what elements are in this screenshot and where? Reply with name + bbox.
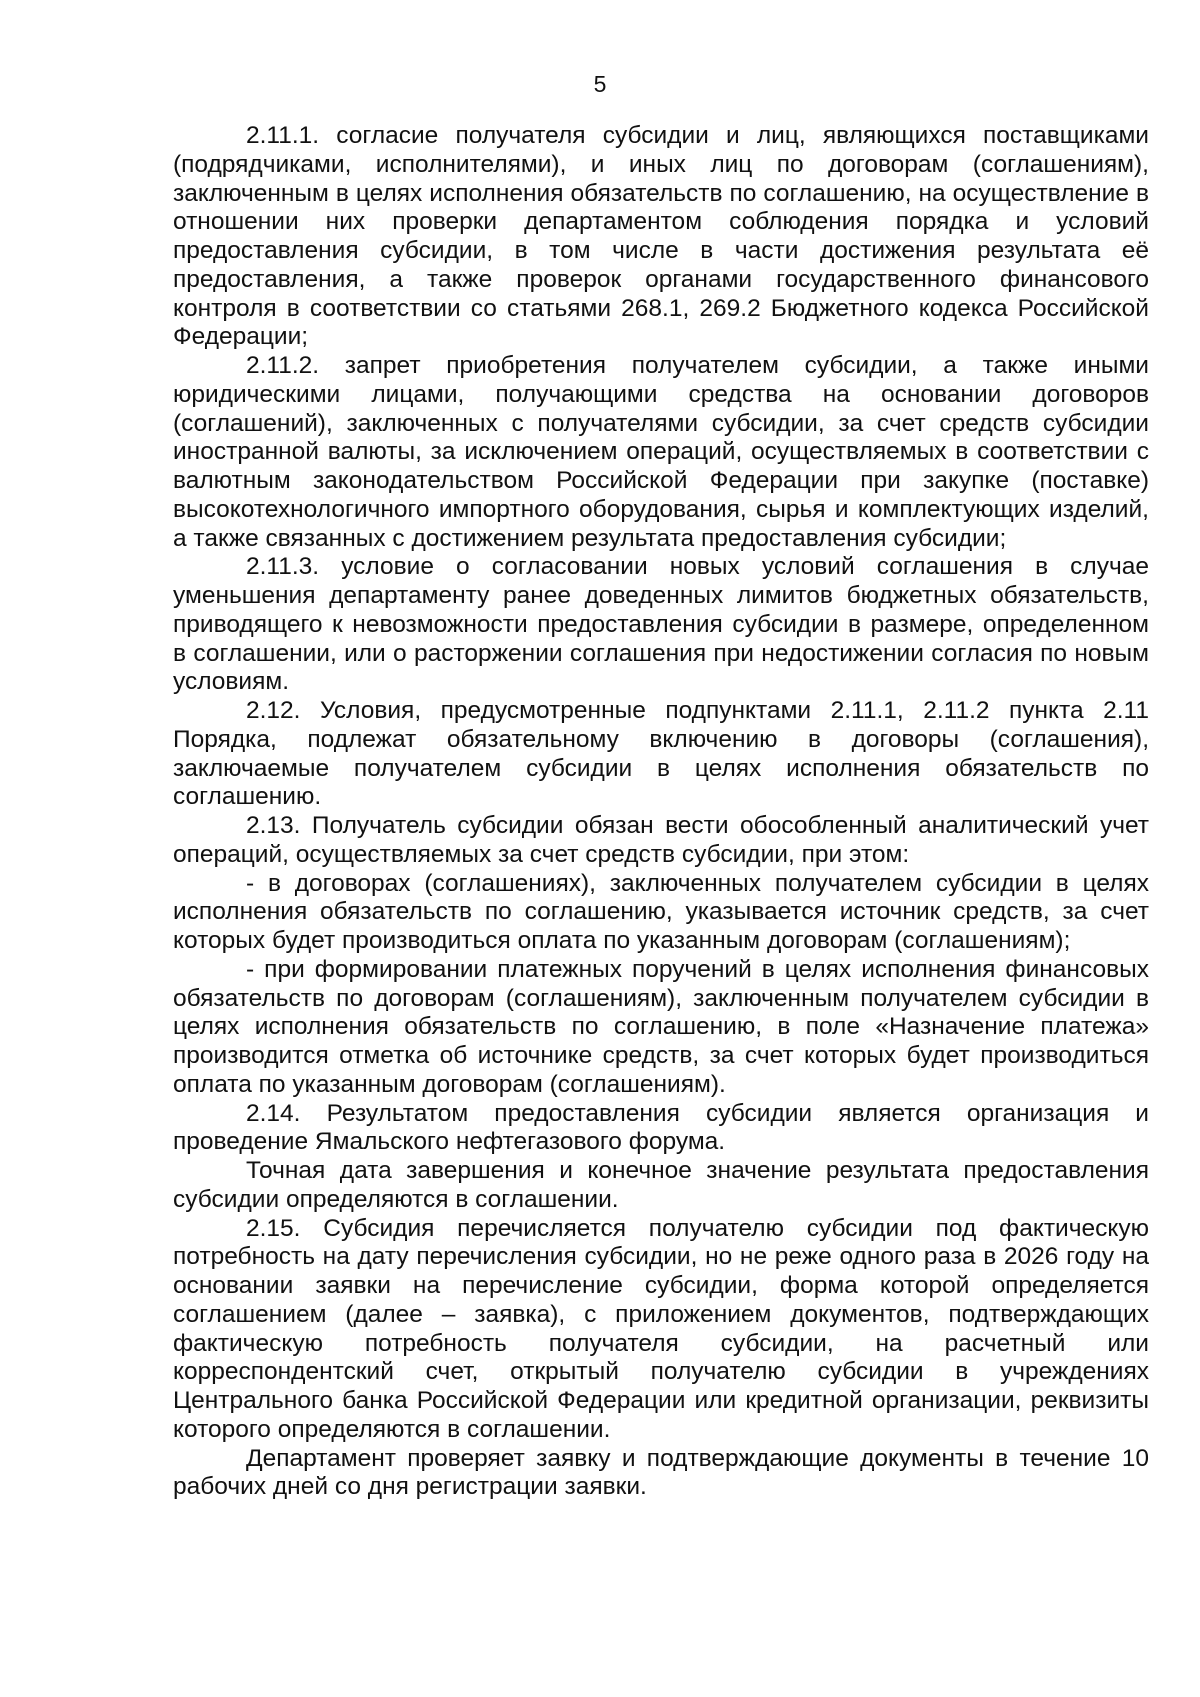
paragraph-2-15: 2.15. Субсидия перечисляется получателю субсидии под фактическую потребность на дату перечисления субсидии, но не реже одного раза в 2026 году на основании заявки на перечисление субсидии, форма которой определяется соглашением (далее – заявка), с приложением документов, подтверждающих фактическую потребность получателя субсидии, на расчетный или корреспондентский счет, открытый получателю субсидии в учреждениях Центрального банка Российской Федерации или кредитной организации, реквизиты которого определяются в соглашении. [173, 1214, 1149, 1443]
document-body [173, 122, 1149, 1502]
page-number: 5 [593, 71, 607, 97]
paragraph-2-11-1: 2.11.1. согласие получателя субсидии и лиц, являющихся поставщиками (подрядчиками, исполнителями), и иных лиц по договорам (соглашениям), заключенным в целях исполнения обязательств по соглашению, на осуществление в отношении них проверки департаментом соблюдения порядка и условий предоставления субсидии, в том числе в части достижения результата её предоставления, а также проверок органами государственного финансового контроля в соответствии со статьями 268.1, 269.2 Бюджетного кодекса Российской Федерации; [173, 122, 1149, 351]
list-item-contracts: - в договорах (соглашениях), заключенных получателем субсидии в целях исполнения обязательств по соглашению, указывается источник средств, за счет которых будет производиться оплата по указанным договорам (соглашениям); [173, 869, 1149, 954]
paragraph-2-13: 2.13. Получатель субсидии обязан вести обособленный аналитический учет операций, осуществляемых за счет средств субсидии, при этом: [173, 812, 1149, 868]
paragraph-2-11-2: 2.11.2. запрет приобретения получателем субсидии, а также иными юридическими лицами, получающими средства на основании договоров (соглашений), заключенных с получателями субсидии, за счет средств субсидии иностранной валюты, за исключением операций, осуществляемых в соответствии с валютным законодательством Российской Федерации при закупке (поставке) высокотехнологичного импортного оборудования, сырья и комплектующих изделий, а также связанных с достижением результата предоставления субсидии; [173, 352, 1149, 552]
paragraph-2-14: 2.14. Результатом предоставления субсидии является организация и проведение Ямальского нефтегазового форума. [173, 1099, 1149, 1156]
list-item-payment-orders: - при формировании платежных поручений в целях исполнения финансовых обязательств по договорам (соглашениям), заключенным получателем субсидии в целях исполнения обязательств по соглашению, в поле «Назначение платежа» производится отметка об источнике средств, за счет которых будет производиться оплата по указанным договорам (соглашениям). [173, 955, 1149, 1098]
paragraph-2-11-3: 2.11.3. условие о согласовании новых условий соглашения в случае уменьшения департаменту ранее доведенных лимитов бюджетных обязательств, приводящего к невозможности предоставления субсидии в размере, определенном в соглашении, или о расторжении соглашения при недостижении согласия по новым условиям. [173, 553, 1149, 696]
paragraph-result-date: Точная дата завершения и конечное значение результата предоставления субсидии определяются в соглашении. [173, 1157, 1149, 1213]
paragraph-2-12: 2.12. Условия, предусмотренные подпунктами 2.11.1, 2.11.2 пункта 2.11 Порядка, подлежат обязательному включению в договоры (соглашения), заключаемые получателем субсидии в целях исполнения обязательств по соглашению. [173, 697, 1149, 811]
paragraph-department-check: Департамент проверяет заявку и подтверждающие документы в течение 10 рабочих дней со дня регистрации заявки. [173, 1444, 1149, 1501]
